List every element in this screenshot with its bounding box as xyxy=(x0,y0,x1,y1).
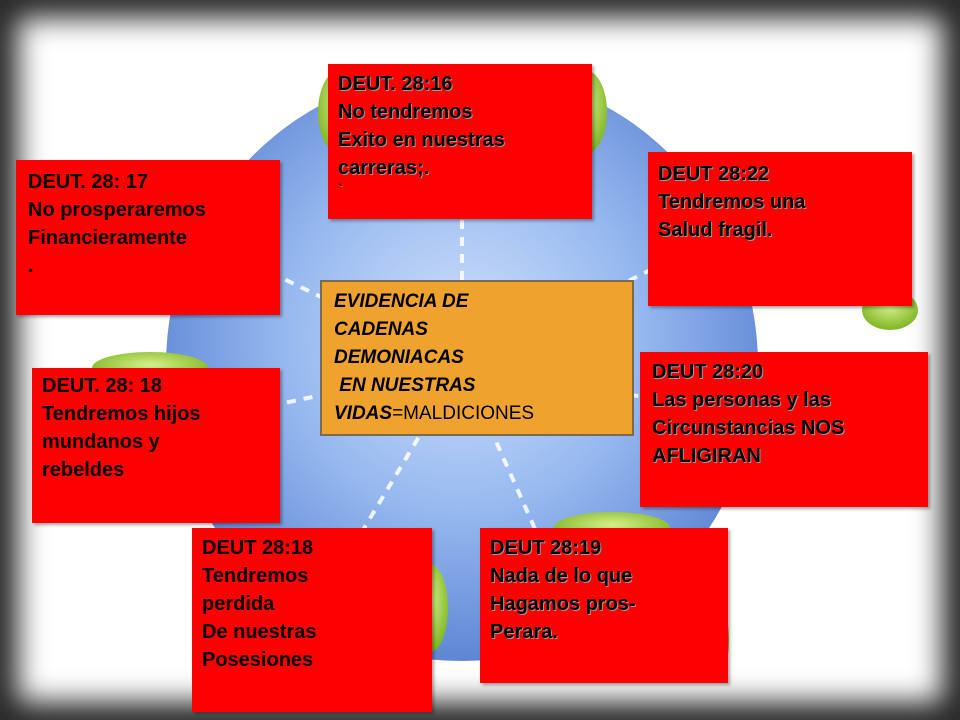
verse-text-line: Hagamos pros- xyxy=(490,593,636,615)
verse-text-line: Tendremos hijos xyxy=(42,403,201,425)
center-maldiciones-text: =MALDICIONES xyxy=(392,403,535,424)
verse-text-line: carreras;. xyxy=(338,157,430,179)
verse-text-line: Tendremos xyxy=(202,565,309,587)
verse-box-deut-28-18-a xyxy=(32,368,280,523)
verse-text-line: No tendremos xyxy=(338,101,473,123)
verse-text-line: Perara. xyxy=(490,621,558,643)
verse-text-line: perdida xyxy=(202,593,275,615)
verse-text-line: Financieramente xyxy=(28,227,187,249)
verse-text-line: AFLIGIRAN xyxy=(652,445,761,467)
center-title-line: DEMONIACAS xyxy=(334,347,464,368)
verse-reference: DEUT 28:20 xyxy=(652,361,764,383)
verse-text-line: Circunstancias NOS xyxy=(652,417,845,439)
center-vidas-text: VIDAS xyxy=(334,403,393,424)
center-title-box xyxy=(320,280,634,436)
center-title-line: EVIDENCIA DE xyxy=(334,291,469,312)
verse-reference: DEUT 28:22 xyxy=(658,163,770,185)
verse-box-deut-28-20 xyxy=(640,352,928,507)
center-title-line xyxy=(334,400,620,428)
verse-reference: DEUT 28:18 xyxy=(202,537,314,559)
verse-text-line: ` xyxy=(338,181,343,197)
center-title-line: CADENAS xyxy=(334,319,428,340)
verse-text-line: Tendremos una xyxy=(658,191,806,213)
verse-box-deut-28-17 xyxy=(16,160,280,315)
verse-box-deut-28-16 xyxy=(328,64,592,219)
verse-text-line: Las personas y las xyxy=(652,389,831,411)
verse-box-deut-28-19 xyxy=(480,528,728,683)
verse-reference: DEUT 28:19 xyxy=(490,537,602,559)
verse-text-line: Salud fragil. xyxy=(658,219,773,241)
center-title-line: EN NUESTRAS xyxy=(334,375,476,396)
verse-text-line: De nuestras xyxy=(202,621,317,643)
verse-reference: DEUT. 28: 17 xyxy=(28,171,149,193)
verse-text-line: Nada de lo que xyxy=(490,565,633,587)
verse-text-line: No prosperaremos xyxy=(28,199,206,221)
verse-box-deut-28-18-b xyxy=(192,528,432,712)
verse-text-line: rebeldes xyxy=(42,459,125,481)
verse-text-line: . xyxy=(28,255,34,277)
verse-text-line: Exito en nuestras xyxy=(338,129,505,151)
verse-reference: DEUT. 28: 18 xyxy=(42,375,163,397)
verse-text-line: mundanos y xyxy=(42,431,160,453)
verse-box-deut-28-22 xyxy=(648,152,912,306)
verse-text-line: Posesiones xyxy=(202,649,314,671)
verse-reference: DEUT. 28:16 xyxy=(338,73,453,95)
